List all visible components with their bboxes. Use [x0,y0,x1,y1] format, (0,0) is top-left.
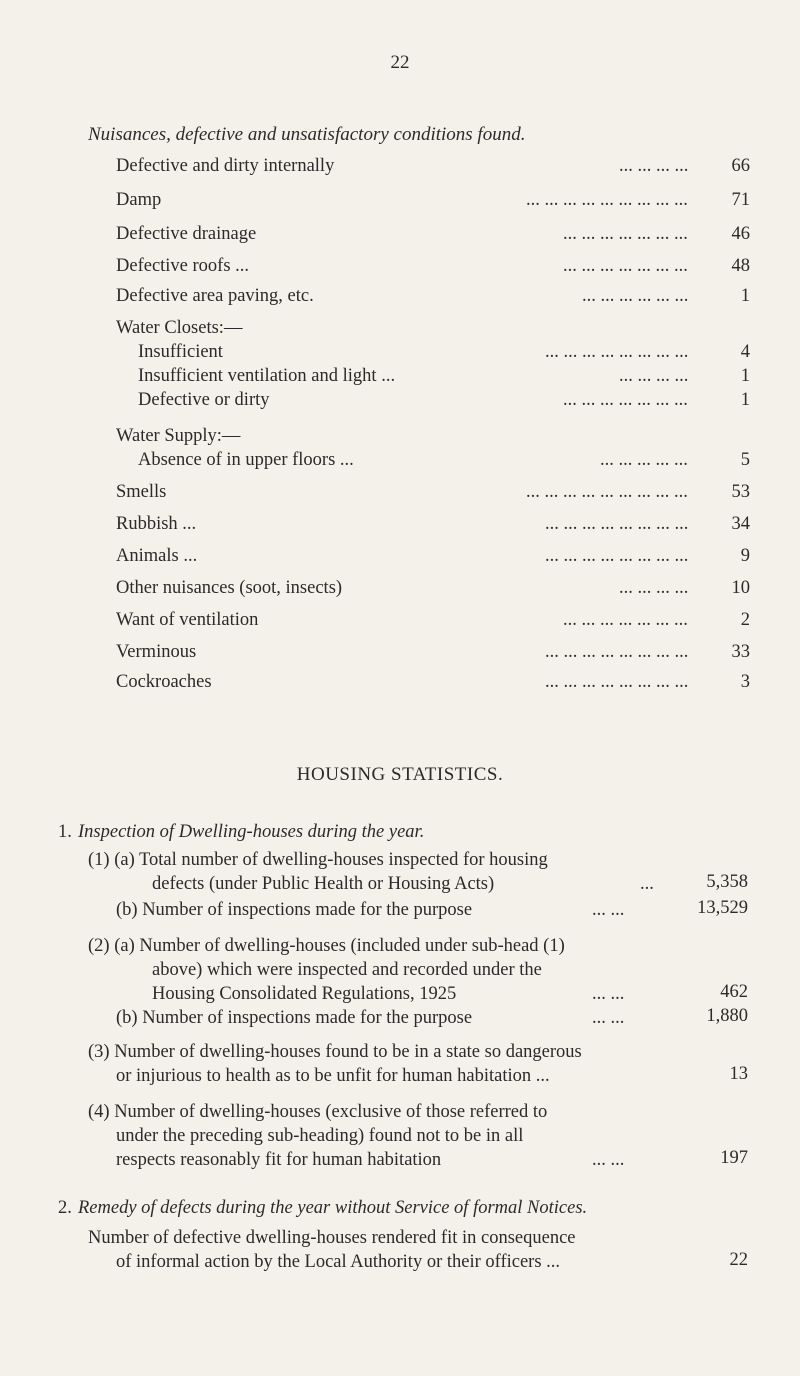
nuisance-row [116,514,750,542]
leader-dots: ... ... ... ... ... ... ... ... ... [526,482,688,502]
s1a-line1: (1) (a) Total number of dwelling-houses inspected for housing [88,850,548,870]
nuisance-row [116,482,750,510]
leader-dots: ... ... ... ... ... ... ... ... [545,642,689,662]
nuisance-row [116,578,750,606]
nuisance-row [116,224,750,252]
nuisance-count: 46 [731,224,750,244]
nuisance-count: 66 [731,156,750,176]
housing-title: HOUSING STATISTICS. [296,764,504,785]
leader-dots: ... ... ... ... [619,578,689,598]
section-1-number: 1. [58,822,72,842]
leader-dots: ... ... ... ... ... ... ... ... [545,672,689,692]
nuisance-label: Insufficient [138,342,223,362]
nuisance-count: 53 [731,482,750,502]
leader-dots: ... ... ... ... ... ... ... [563,224,688,244]
nuisance-label: Animals ... [116,546,198,566]
page-number: 22 [390,52,410,73]
s5-line1: Number of defective dwelling-houses rendered fit in consequence [88,1228,576,1248]
nuisance-count: 48 [731,256,750,276]
nuisance-row [116,156,750,184]
nuisance-row [138,450,750,478]
nuisance-count: 33 [731,642,750,662]
nuisance-label: Damp [116,190,162,210]
s2a-dots: ... ... [592,984,625,1004]
nuisance-count: 3 [740,672,750,692]
s1a-line2: defects (under Public Health or Housing Acts) [152,874,495,894]
leader-dots: ... ... ... ... ... ... ... ... [545,342,689,362]
nuisance-count: 10 [731,578,750,598]
leader-dots: ... ... ... ... ... ... ... ... [545,546,689,566]
s2a-line1: (2) (a) Number of dwelling-houses (included under sub-head (1) [88,936,565,956]
leader-dots: ... ... ... ... ... ... ... ... [545,514,689,534]
nuisance-row [116,286,750,314]
s1b-line: (b) Number of inspections made for the purpose [116,900,473,920]
s4-value: 197 [720,1148,748,1168]
nuisance-row [116,256,750,284]
nuisance-count: 1 [740,366,750,386]
leader-dots: ... ... ... ... ... ... ... [563,610,688,630]
nuisances-title: Nuisances, defective and unsatisfactory conditions found. [88,124,526,145]
leader-dots: ... ... ... ... ... ... ... [563,390,688,410]
nuisance-row [138,390,750,418]
s3-line1: (3) Number of dwelling-houses found to be in a state so dangerous [88,1042,582,1062]
nuisance-row [116,190,750,218]
nuisance-count: 2 [740,610,750,630]
nuisance-label: Verminous [116,642,197,662]
nuisance-label: Other nuisances (soot, insects) [116,578,343,598]
s5-value: 22 [729,1250,748,1270]
section-1-heading: Inspection of Dwelling-houses during the year. [78,822,425,842]
water-closets-heading: Water Closets:— [116,318,243,338]
s2a-value: 462 [720,982,748,1002]
nuisance-label: Insufficient ventilation and light ... [138,366,396,386]
nuisance-label: Defective drainage [116,224,257,244]
s1a-value: 5,358 [706,872,748,892]
nuisance-count: 9 [740,546,750,566]
leader-dots: ... ... ... ... ... [600,450,688,470]
nuisance-label: Defective and dirty internally [116,156,335,176]
section-2-heading: Remedy of defects during the year without Service of formal Notices. [78,1198,588,1218]
s2a-line2: above) which were inspected and recorded under the [152,960,542,980]
s5-line2: of informal action by the Local Authority or their officers ... [116,1252,561,1272]
nuisance-label: Absence of in upper floors ... [138,450,354,470]
nuisance-label: Rubbish ... [116,514,197,534]
nuisance-row [116,642,750,670]
leader-dots: ... ... ... ... [619,156,689,176]
section-2-number: 2. [58,1198,72,1218]
leader-dots: ... ... ... ... [619,366,689,386]
s2a-line3: Housing Consolidated Regulations, 1925 [152,984,457,1004]
nuisance-row [116,610,750,638]
water-supply-heading: Water Supply:— [116,426,241,446]
s4-line2: under the preceding sub-heading) found not to be in all [116,1126,524,1146]
nuisance-label: Defective or dirty [138,390,270,410]
nuisance-count: 4 [740,342,750,362]
nuisance-count: 1 [740,286,750,306]
s2b-value: 1,880 [706,1006,748,1026]
s4-line3: respects reasonably fit for human habitation [116,1150,442,1170]
s3-line2: or injurious to health as to be unfit for human habitation ... [116,1066,550,1086]
leader-dots: ... ... ... ... ... ... ... [563,256,688,276]
nuisance-label: Defective area paving, etc. [116,286,314,306]
nuisance-count: 71 [731,190,750,210]
s4-dots: ... ... [592,1150,625,1170]
nuisance-count: 1 [740,390,750,410]
nuisance-label: Cockroaches [116,672,212,692]
s1b-value: 13,529 [697,898,748,918]
nuisance-row [116,672,750,700]
leader-dots: ... ... ... ... ... ... ... ... ... [526,190,688,210]
s3-value: 13 [729,1064,748,1084]
s2b-line: (b) Number of inspections made for the purpose [116,1008,473,1028]
s4-line1: (4) Number of dwelling-houses (exclusive of those referred to [88,1102,548,1122]
leader-dots: ... ... ... ... ... ... [582,286,689,306]
s2b-dots: ... ... [592,1008,625,1028]
nuisance-label: Smells [116,482,167,502]
nuisance-label: Want of ventilation [116,610,259,630]
s1b-dots: ... ... [592,900,625,920]
nuisance-row [116,546,750,574]
nuisance-label: Defective roofs ... [116,256,250,276]
nuisance-count: 5 [740,450,750,470]
s1a-dots: ... [640,874,654,894]
nuisance-count: 34 [731,514,750,534]
